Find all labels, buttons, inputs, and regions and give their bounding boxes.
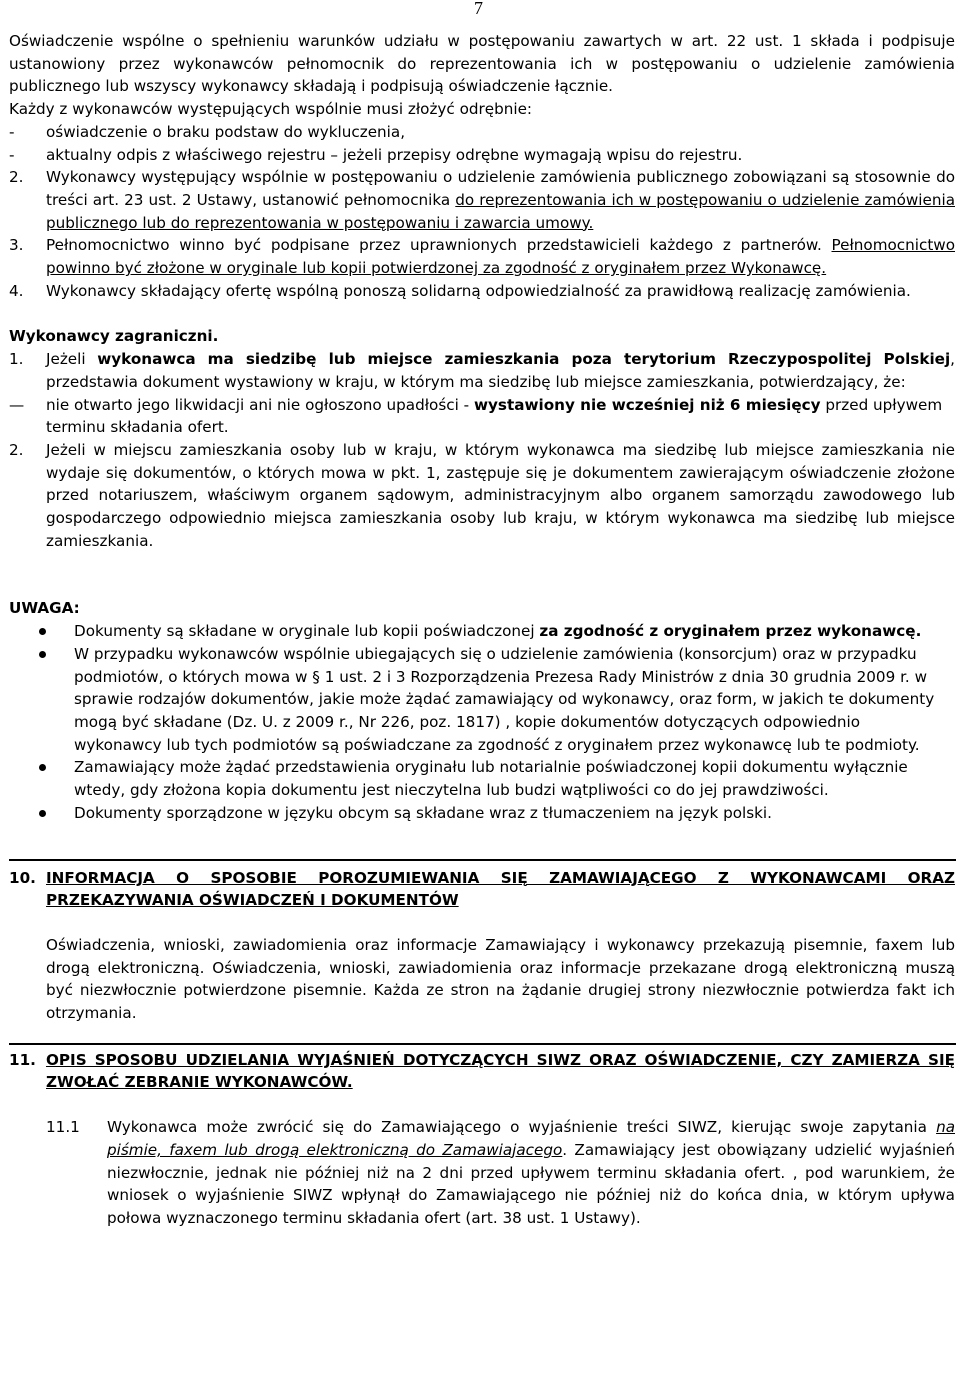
- list-item: [9, 620, 955, 643]
- uwaga-heading: UWAGA:: [9, 599, 80, 618]
- dash-marker: —: [9, 395, 25, 414]
- item-text-underlined: na piśmie, faxem lub drogą elektroniczną do Zamawiajacego: [107, 1118, 955, 1159]
- subsection-number: 11.1: [46, 1118, 80, 1137]
- list-item: [9, 394, 955, 439]
- item-text: [46, 234, 955, 279]
- item-text: [46, 166, 955, 234]
- item-text-plain: Jeżeli: [46, 350, 98, 369]
- item-text: [46, 348, 955, 393]
- uwaga-list: [9, 620, 955, 824]
- subsection-text: [107, 1116, 955, 1230]
- item-text-underlined: do reprezentowania ich w postępowaniu o udzielenie zamówienia publicznego lub do reprezentowania w postępowaniu i zawarcia umowy.: [46, 190, 955, 232]
- list-item: [9, 802, 955, 825]
- section-11-heading: [9, 1049, 955, 1094]
- bullet-icon: [39, 764, 46, 771]
- item-text-underlined: Pełnomocnictwo powinno być złożone w oryginale lub kopii potwierdzonej za zgodność z oryginałem przez Wykonawcę.: [46, 236, 955, 278]
- item-text-plain: Pełnomocnictwo winno być podpisane przez uprawnionych przedstawicieli każdego z partnerów.: [46, 236, 832, 255]
- dash-marker: -: [9, 145, 15, 164]
- list-item: [9, 144, 955, 167]
- subsection-11-1: [9, 1116, 955, 1230]
- list-item-text: oświadczenie o braku podstaw do wykluczenia,: [46, 122, 406, 141]
- foreign-item-1: [9, 348, 955, 393]
- list-item: [9, 756, 955, 801]
- numbered-item-2: [9, 166, 955, 234]
- numbered-item-3: [9, 234, 955, 279]
- item-text-plain: Wykonawca może zwrócić się do Zamawiającego o wyjaśnienie treści SIWZ, kierując swoje zapytania: [107, 1118, 937, 1137]
- item-text: Wykonawcy składający ofertę wspólną ponoszą solidarną odpowiedzialność za prawidłową realizację zamówienia.: [46, 281, 911, 300]
- intro-paragraph: Oświadczenie wspólne o spełnieniu warunków udziału w postępowaniu zawartych w art. 22 ust. 1 składa i podpisuje ustanowiony przez wykonawców pełnomocnik do reprezentowania ich w postępowaniu o udzielenie zamówienia publicznego lub wszyscy wykonawcy składają i podpisują oświadczenie łącznie.: [9, 32, 955, 96]
- bullet-icon: [39, 810, 46, 817]
- bullet-icon: [39, 651, 46, 658]
- numbered-item-4: [9, 280, 955, 303]
- item-text-plain: Wykonawcy występujący wspólnie w postępowaniu o udzielenie zamówienia publicznego zobowiązani są stosownie do treści art. 23 ust. 2 Ustawy, ustanowić pełnomocnika: [46, 168, 955, 209]
- foreign-heading: Wykonawcy zagraniczni.: [9, 327, 219, 346]
- section-title: INFORMACJA O SPOSOBIE POROZUMIEWANIA SIĘ ZAMAWIAJĄCEGO Z WYKONAWCAMI ORAZ PRZEKAZYWANIA OŚWIADCZEŃ I DOKUMENTÓW: [46, 868, 955, 910]
- item-text-plain: W przypadku wykonawców wspólnie ubiegających się o udzielenie zamówienia (konsorcjum) oraz w przypadku podmiotów, o których mowa w § 1 ust. 2 i 3 Rozporządzenia Prezesa Rady Ministrów z dnia 30 grudnia 2009 r. w sprawie rodzajów dokumentów, jakie może żądać zamawiający od wykonawcy, oraz form, w jakich te dokumenty mogą być składane (Dz. U. z 2009 r., Nr 226, poz. 1817) , kopie dokumentów dotyczących odpowiednio wykonawcy lub tych podmiotów są poświadczane za zgodność z oryginałem przez wykonawcę lub te podmioty.: [74, 644, 935, 754]
- item-number: 2.: [9, 440, 24, 459]
- item-text-plain: nie otwarto jego likwidacji ani nie ogłoszono upadłości -: [46, 395, 474, 414]
- list-item-text: [46, 394, 955, 439]
- item-text-plain: Zamawiający może żądać przedstawienia oryginału lub notarialnie poświadczonej kopii dokumentu wyłącznie wtedy, gdy złożona kopia dokumentu jest nieczytelna lub budzi wątpliwości co do jej prawdziwości.: [74, 758, 908, 800]
- item-text-bold: wystawiony nie wcześniej niż 6 miesięcy: [473, 395, 821, 414]
- item-text-bold: wykonawca ma siedzibę lub miejsce zamieszkania poza terytorium Rzeczypospolitej Polskiej: [97, 350, 951, 369]
- item-text: Jeżeli w miejscu zamieszkania osoby lub w kraju, w którym wykonawca ma siedzibę lub miejsce zamieszkania nie wydaje się dokumentów, o których mowa w pkt. 1, zastępuje się je dokumentem zawierającym oświadczenie złożone przed notariuszem, właściwym organem sądowym, administracyjnym albo organem samorządu zawodowego lub gospodarczego odpowiednio miejsca zamieszkania osoby lub kraju, w którym wykonawca ma siedzibę lub miejsce zamieszkania.: [46, 440, 955, 550]
- list-item-text: aktualny odpis z właściwego rejestru – jeżeli przepisy odrębne wymagają wpisu do rejestru.: [46, 145, 743, 164]
- section-number: 11.: [9, 1050, 36, 1069]
- list-item: [9, 643, 955, 757]
- intro-requirement: Każdy z wykonawców występujących wspólnie musi złożyć odrębnie:: [9, 100, 533, 119]
- item-text-plain: Dokumenty sporządzone w języku obcym są składane wraz z tłumaczeniem na język polski.: [74, 803, 772, 822]
- page-number: 7: [474, 0, 483, 18]
- section-10-body: Oświadczenia, wnioski, zawiadomienia oraz informacje Zamawiający i wykonawcy przekazują pisemnie, faxem lub drogą elektroniczną. Oświadczenia, wnioski, zawiadomienia oraz informacje przekazane drogą elektroniczną muszą być niezwłocznie potwierdzone pisemnie. Każda ze stron na żądanie drugiej strony niezwłocznie potwierdza fakt ich otrzymania.: [46, 935, 955, 1023]
- bullet-icon: [39, 628, 46, 635]
- item-text-plain: , przedstawia dokument wystawiony w kraju, w którym ma siedzibę lub miejsce zamieszkania, potwierdzający, że:: [46, 350, 955, 391]
- item-number: 3.: [9, 236, 24, 255]
- item-text-plain: przed upływem terminu składania ofert.: [46, 395, 943, 437]
- dash-marker: -: [9, 122, 15, 141]
- item-number: 1.: [9, 350, 24, 369]
- item-number: 4.: [9, 281, 24, 300]
- foreign-item-2: [9, 439, 955, 553]
- item-text-plain: . Zamawiający jest obowiązany udzielić wyjaśnień niezwłocznie, jednak nie później niż na 2 dni przed upływem terminu składania ofert. , pod warunkiem, że wniosek o wyjaśnienie SIWZ wpłynął do Zamawiającego nie później niż do końca dnia, w którym upływa połowa wyznaczonego terminu składania ofert (art. 38 ust. 1 Ustawy).: [107, 1140, 956, 1227]
- section-title: OPIS SPOSOBU UDZIELANIA WYJAŚNIEŃ DOTYCZĄCYCH SIWZ ORAZ OŚWIADCZENIE, CZY ZAMIERZA SIĘ ZWOŁAĆ ZEBRANIE WYKONAWCÓW.: [46, 1050, 955, 1092]
- item-text-plain: Dokumenty są składane w oryginale lub kopii poświadczonej: [74, 622, 540, 641]
- list-item: [9, 121, 955, 144]
- item-text-bold: za zgodność z oryginałem przez wykonawcę.: [539, 622, 922, 641]
- section-10-heading: [9, 867, 955, 912]
- document-body: [9, 30, 955, 1230]
- section-number: 10.: [9, 868, 36, 887]
- item-number: 2.: [9, 168, 24, 187]
